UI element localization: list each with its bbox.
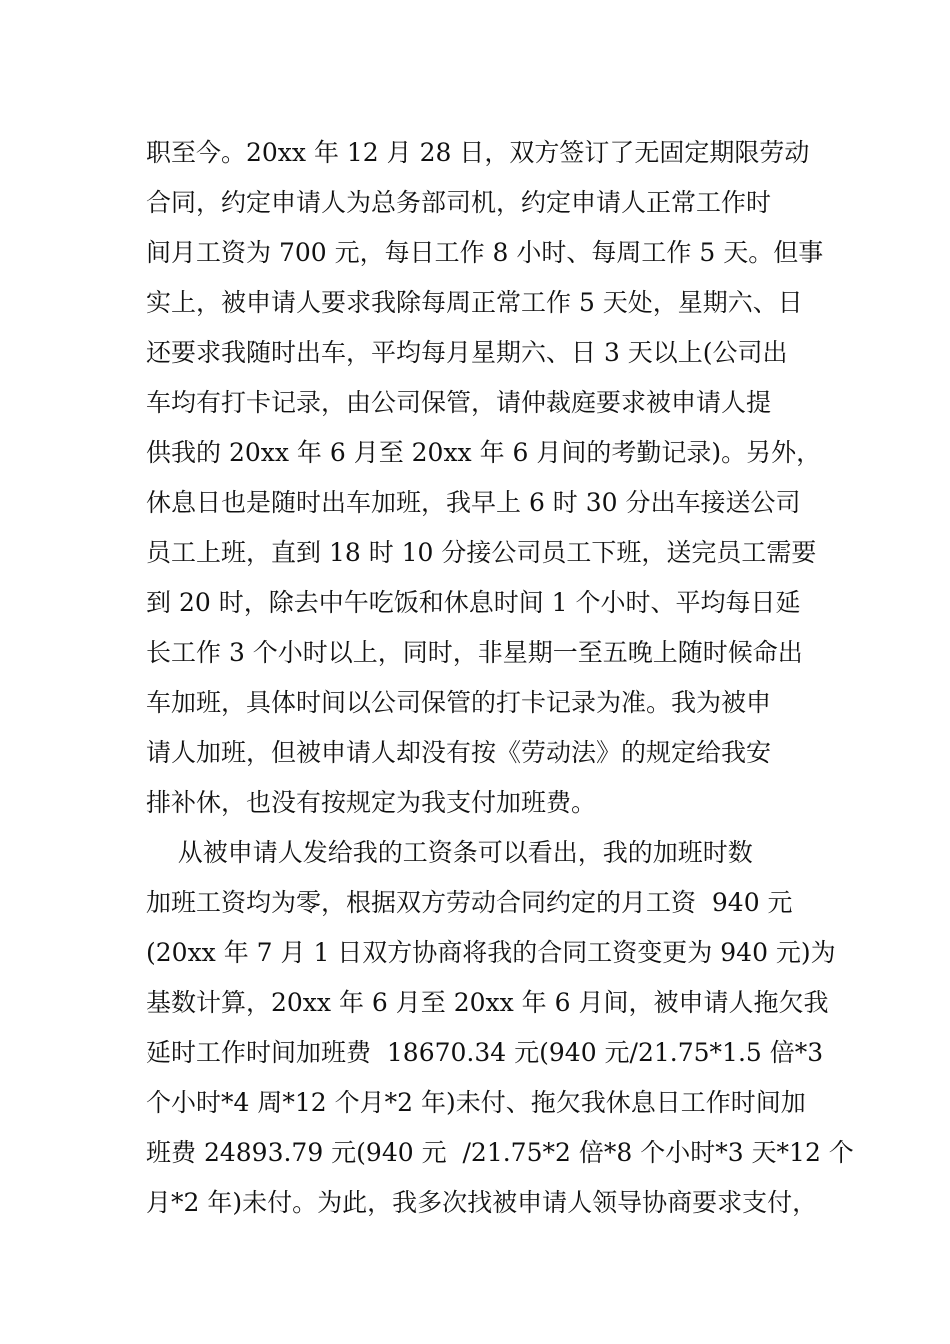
text-line: (20xx 年 7 月 1 日双方协商将我的合同工资变更为 940 元)为 [146,938,836,967]
text-line: 休息日也是随时出车加班，我早上 6 时 30 分出车接送公司 [146,488,801,517]
text-line: 个小时*4 周*12 个月*2 年)未付、拖欠我休息日工作时间加 [146,1088,806,1117]
text-line: 长工作 3 个小时以上，同时，非星期一至五晚上随时候命出 [146,638,803,667]
text-line: 车加班，具体时间以公司保管的打卡记录为准。我为被申 [146,688,772,717]
text-line: 基数计算，20xx 年 6 月至 20xx 年 6 月间，被申请人拖欠我 [146,988,829,1017]
document-body [146,128,854,1228]
text-line: 加班工资均为零，根据双方劳动合同约定的月工资 940 元 [146,888,793,917]
text-line: 延时工作时间加班费 18670.34 元(940 元/21.75*1.5 倍*3 [146,1038,824,1067]
text-line: 间月工资为 700 元，每日工作 8 小时、每周工作 5 天。但事 [146,238,824,267]
text-line: 供我的 20xx 年 6 月至 20xx 年 6 月间的考勤记录)。另外， [146,438,822,467]
text-line: 实上，被申请人要求我除每周正常工作 5 天处，星期六、日 [146,288,803,317]
text-line: 月*2 年)未付。为此，我多次找被申请人领导协商要求支付， [146,1188,818,1217]
text-line: 还要求我随时出车，平均每月星期六、日 3 天以上(公司出 [146,338,788,367]
text-line: 班费 24893.79 元(940 元 /21.75*2 倍*8 个小时*3 天*12 个 [146,1138,854,1167]
text-line: 合同，约定申请人为总务部司机，约定申请人正常工作时 [146,188,772,217]
text-line: 排补休，也没有按规定为我支付加班费。 [146,788,597,817]
text-line: 从被申请人发给我的工资条可以看出，我的加班时数 [146,838,753,867]
text-line: 员工上班，直到 18 时 10 分接公司员工下班，送完员工需要 [146,538,817,567]
text-line: 请人加班，但被申请人却没有按《劳动法》的规定给我安 [146,738,772,767]
paragraph-1 [146,128,824,828]
text-line: 到 20 时，除去中午吃饭和休息时间 1 个小时、平均每日延 [146,588,801,617]
paragraph-2 [146,828,854,1228]
text-line: 职至今。20xx 年 12 月 28 日，双方签订了无固定期限劳动 [146,138,810,167]
text-line: 车均有打卡记录，由公司保管，请仲裁庭要求被申请人提 [146,388,772,417]
